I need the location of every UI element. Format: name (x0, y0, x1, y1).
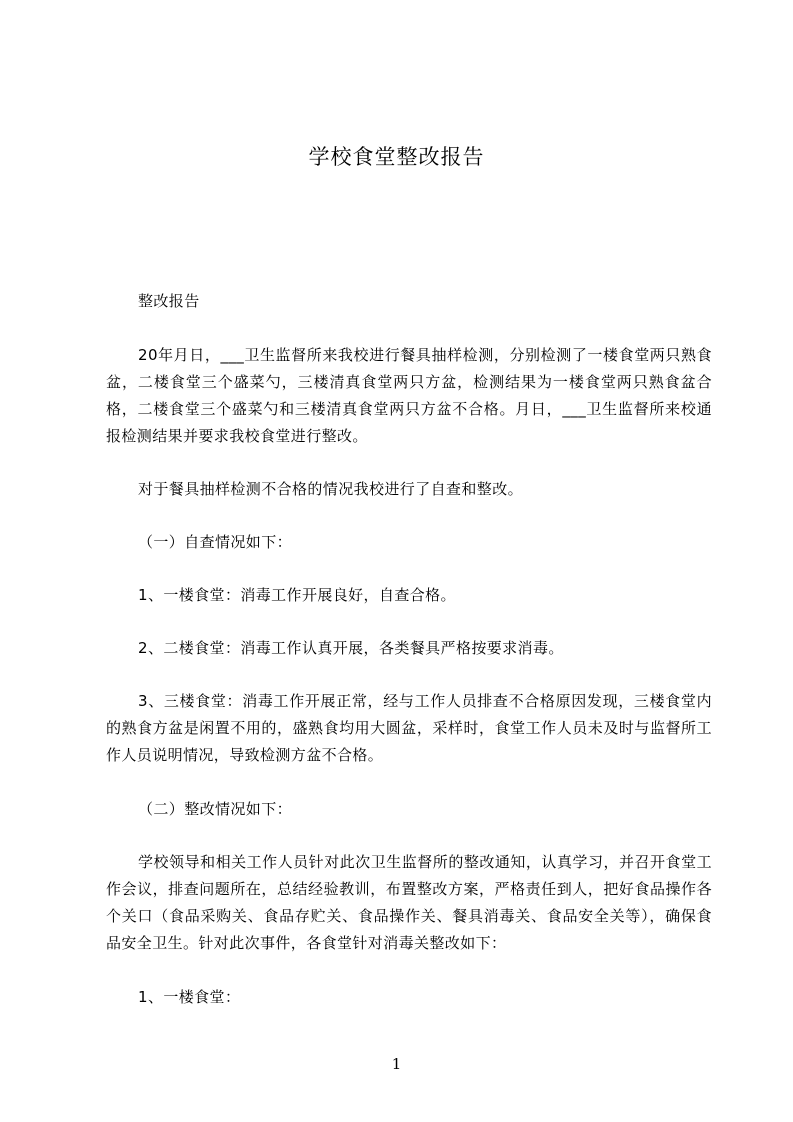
paragraph-inspection-summary: 20年月日，___卫生监督所来我校进行餐具抽样检测，分别检测了一楼食堂两只熟食盆，二楼食堂三个盛菜勺，三楼清真食堂两只方盆，检测结果为一楼食堂两只熟食盆合格，二楼食堂三个盛菜勺和三楼清真食堂两只方盆不合格。月日，___卫生监督所来校通报检测结果并要求我校食堂进行整改。 (106, 346, 712, 445)
paragraph-self-check-intro: 对于餐具抽样检测不合格的情况我校进行了自查和整改。 (138, 480, 524, 498)
list-item-second-floor: 2、二楼食堂：消毒工作认真开展，各类餐具严格按要求消毒。 (138, 639, 564, 657)
list-item-third-floor: 3、三楼食堂：消毒工作开展正常，经与工作人员排查不合格原因发现，三楼食堂内的熟食方盆是闲置不用的，盛熟食均用大圆盆，采样时，食堂工作人员未及时与监督所工作人员说明情况，导致检测方盆不合格。 (106, 692, 712, 764)
section-heading: 整改报告 (138, 292, 200, 310)
paragraph-rectification-measures: 学校领导和相关工作人员针对此次卫生监督所的整改通知，认真学习，并召开食堂工作会议，排查问题所在，总结经验教训，布置整改方案，严格责任到人，把好食品操作各个关口（食品采购关、食品存贮关、食品操作关、餐具消毒关、食品安全关等），确保食品安全卫生。针对此次事件，各食堂针对消毒关整改如下： (106, 853, 712, 952)
document-title: 学校食堂整改报告 (308, 145, 485, 169)
list-item-first-floor: 1、一楼食堂：消毒工作开展良好，自查合格。 (138, 586, 456, 604)
subheading-rectification: （二）整改情况如下： (138, 800, 293, 818)
subheading-self-check: （一）自查情况如下： (138, 533, 293, 551)
page-number: 1 (391, 1055, 402, 1073)
list-item-first-floor-rectification: 1、一楼食堂： (138, 988, 241, 1006)
